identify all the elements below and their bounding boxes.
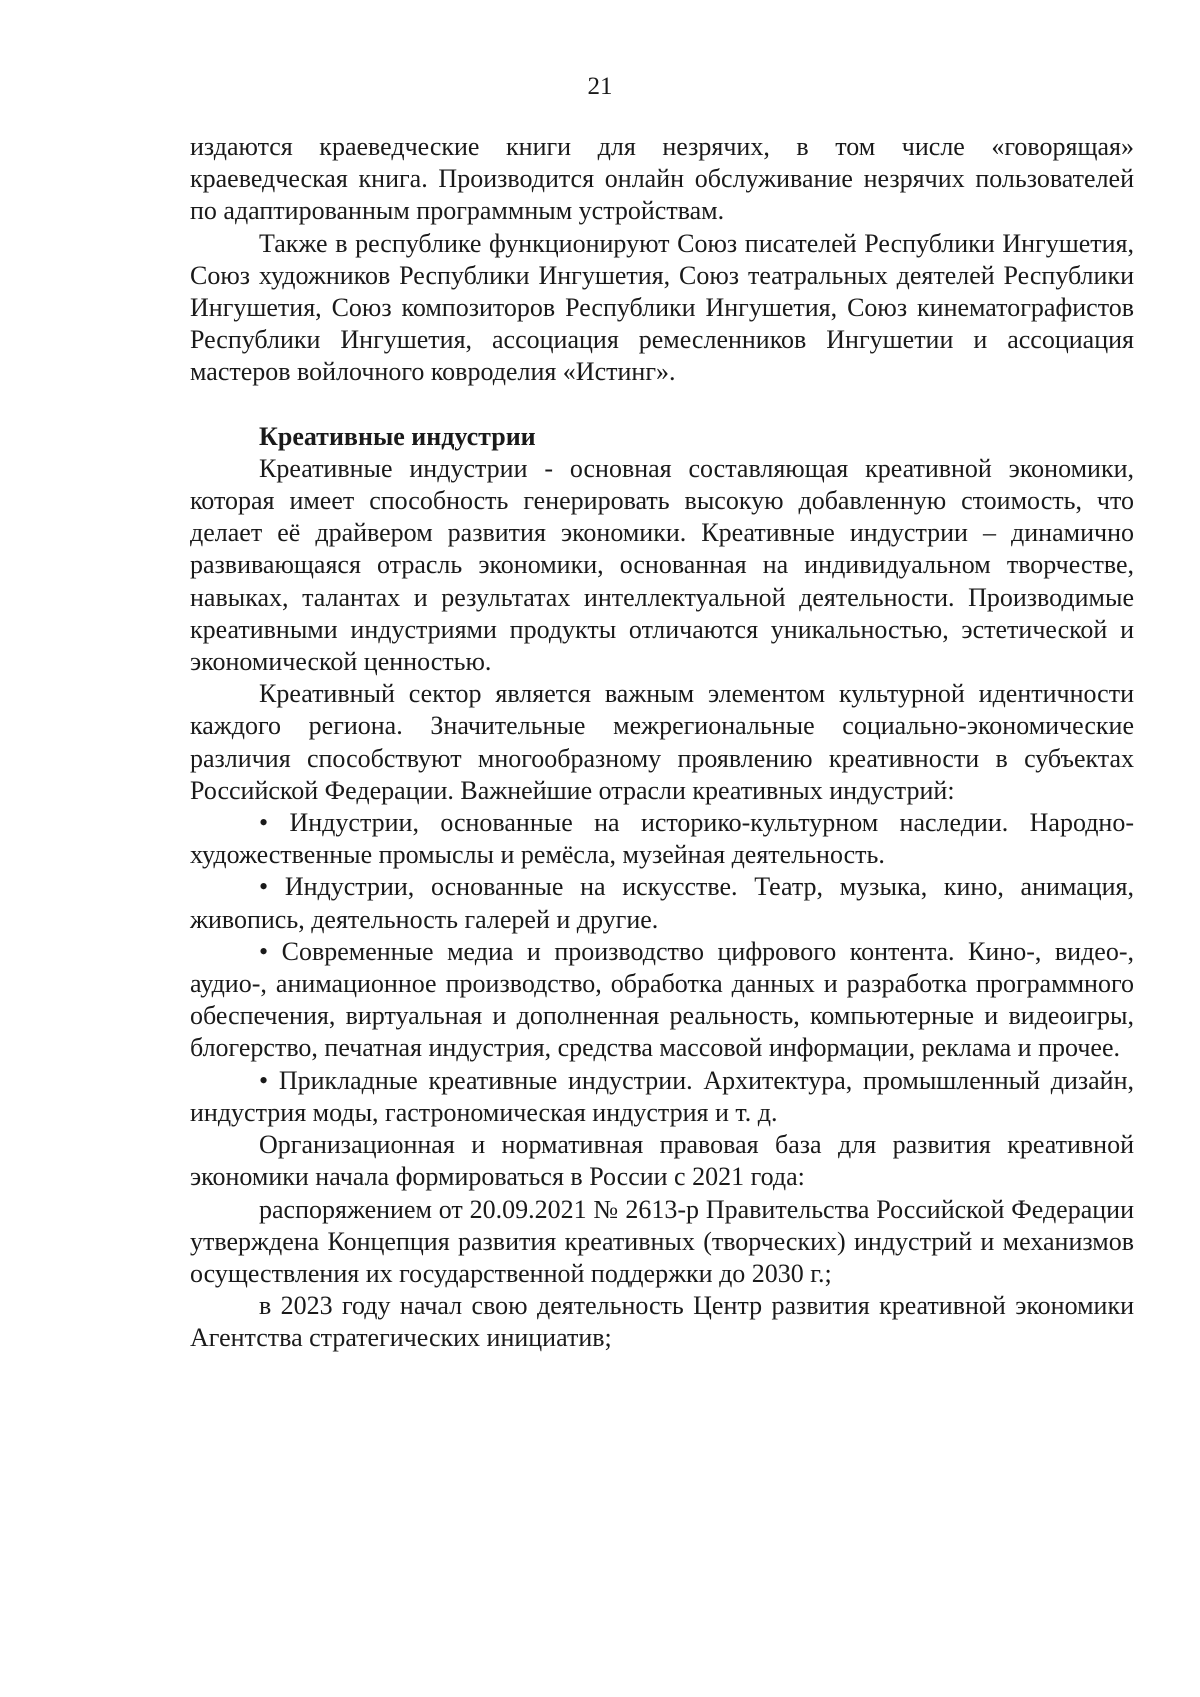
- paragraph-government-order: распоряжением от 20.09.2021 № 2613-р Правительства Российской Федерации утверждена Концепция развития креативных (творческих) индустрий и механизмов осуществления их государственной поддержки до 2030 г.;: [190, 1194, 1134, 1288]
- section-heading: Креативные индустрии: [259, 421, 536, 451]
- paragraph-creative-definition: Креативные индустрии - основная составляющая креативной экономики, которая имеет способность генерировать высокую добавленную стоимость, что делает её драйвером развития экономики. Креативные индустрии – динамично развивающаяся отрасль экономики, основанная на индивидуальном творчестве, навыках, талантах и результатах интеллектуальной деятельности. Производимые креативными индустриями продукты отличаются уникальностью, эстетической и экономической ценностью.: [190, 453, 1134, 677]
- document-body: [190, 131, 1134, 1355]
- paragraph-creative-sector: Креативный сектор является важным элементом культурной идентичности каждого региона. Значительные межрегиональные социально-экономические различия способствуют многообразному проявлению креативности в субъектах Российской Федерации. Важнейшие отрасли креативных индустрий:: [190, 679, 1134, 805]
- list-item-text: Современные медиа и производство цифрового контента. Кино-, видео-, аудио-, анимационное производство, обработка данных и разработка программного обеспечения, виртуальная и дополненная реальность, компьютерные и видеоигры, блогерство, печатная индустрия, средства массовой информации, реклама и прочее.: [190, 936, 1134, 1063]
- list-item-text: Индустрии, основанные на искусстве. Театр, музыка, кино, анимация, живопись, деятельность галерей и другие.: [190, 872, 1135, 934]
- bullet-icon: •: [259, 1065, 269, 1095]
- page-number: 21: [587, 73, 613, 100]
- paragraph-legal-base: Организационная и нормативная правовая база для развития креативной экономики начала формироваться в России с 2021 года:: [190, 1130, 1134, 1192]
- bullet-icon: •: [259, 808, 269, 838]
- list-item-text: Индустрии, основанные на историко-культурном наследии. Народно-художественные промыслы и ремёсла, музейная деятельность.: [190, 808, 1134, 870]
- paragraph-continuation: издаются краеведческие книги для незрячих, в том числе «говорящая» краеведческая книга. Производится онлайн обслуживание незрячих пользователей по адаптированным программным устройствам.: [190, 132, 1134, 226]
- industries-list: [190, 807, 1134, 1129]
- paragraph-unions: Также в республике функционируют Союз писателей Республики Ингушетия, Союз художников Республики Ингушетия, Союз театральных деятелей Республики Ингушетия, Союз композиторов Республики Ингушетия, Союз кинематографистов Республики Ингушетия, ассоциация ремесленников Ингушетии и ассоциация мастеров войлочного ковроделия «Истинг».: [190, 228, 1134, 387]
- list-item: [190, 871, 1134, 935]
- bullet-icon: •: [259, 936, 269, 966]
- paragraph-asi-center: в 2023 году начал свою деятельность Центр развития креативной экономики Агентства стратегических инициатив;: [190, 1291, 1134, 1353]
- list-item: [190, 936, 1134, 1065]
- bullet-icon: •: [259, 872, 269, 902]
- list-item-text: Прикладные креативные индустрии. Архитектура, промышленный дизайн, индустрия моды, гастрономическая индустрия и т. д.: [190, 1065, 1135, 1127]
- list-item: [190, 1065, 1134, 1129]
- list-item: [190, 807, 1134, 871]
